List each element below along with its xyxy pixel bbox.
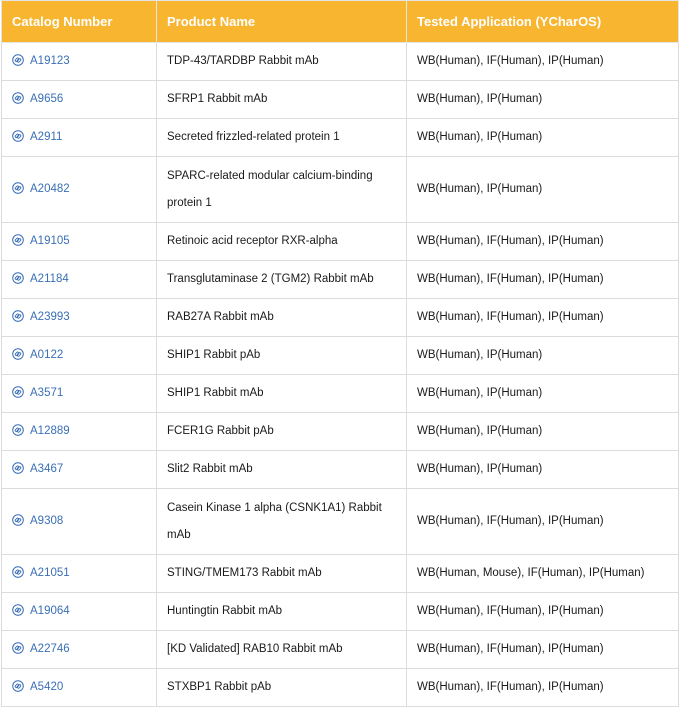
table-row (2, 593, 679, 631)
product-name-cell: TDP-43/TARDBP Rabbit mAb (157, 43, 407, 81)
catalog-number-cell[interactable] (2, 631, 157, 669)
table-row (2, 81, 679, 119)
link-icon (12, 604, 24, 616)
table-row (2, 119, 679, 157)
table-row (2, 299, 679, 337)
table-row (2, 157, 679, 223)
tested-application-cell: WB(Human), IF(Human), IP(Human) (407, 593, 679, 631)
link-icon (12, 54, 24, 66)
catalog-link[interactable]: A20482 (30, 183, 70, 195)
tested-application-cell: WB(Human), IF(Human), IP(Human) (407, 669, 679, 707)
link-icon (12, 310, 24, 322)
product-name-cell: SPARC-related modular calcium-binding protein 1 (157, 157, 407, 223)
link-icon (12, 234, 24, 246)
link-icon (12, 642, 24, 654)
table-row (2, 489, 679, 555)
catalog-number-cell[interactable] (2, 43, 157, 81)
product-name-cell: SHIP1 Rabbit pAb (157, 337, 407, 375)
catalog-number-cell[interactable] (2, 337, 157, 375)
table-row (2, 375, 679, 413)
catalog-number-cell[interactable] (2, 261, 157, 299)
tested-application-cell: WB(Human), IF(Human), IP(Human) (407, 299, 679, 337)
product-name-cell: SFRP1 Rabbit mAb (157, 81, 407, 119)
catalog-link[interactable]: A19105 (30, 235, 70, 247)
link-icon (12, 462, 24, 474)
table-row (2, 337, 679, 375)
table-body (2, 43, 679, 707)
table-row (2, 451, 679, 489)
catalog-link[interactable]: A12889 (30, 425, 70, 437)
product-name-cell: STING/TMEM173 Rabbit mAb (157, 555, 407, 593)
product-name-cell: SHIP1 Rabbit mAb (157, 375, 407, 413)
catalog-link[interactable]: A9308 (30, 515, 64, 527)
catalog-number-cell[interactable] (2, 555, 157, 593)
tested-application-cell: WB(Human), IF(Human), IP(Human) (407, 43, 679, 81)
catalog-link[interactable]: A21051 (30, 567, 70, 579)
tested-application-cell: WB(Human), IF(Human), IP(Human) (407, 489, 679, 555)
link-icon (12, 680, 24, 692)
tested-application-cell: WB(Human), IP(Human) (407, 451, 679, 489)
catalog-link[interactable]: A2911 (30, 131, 63, 143)
catalog-link[interactable]: A9656 (30, 93, 64, 105)
link-icon (12, 514, 24, 526)
table-row (2, 413, 679, 451)
tested-application-cell: WB(Human), IF(Human), IP(Human) (407, 631, 679, 669)
link-icon (12, 386, 24, 398)
link-icon (12, 566, 24, 578)
header-catalog-number: Catalog Number (2, 1, 157, 43)
catalog-number-cell[interactable] (2, 81, 157, 119)
product-table (1, 0, 679, 707)
product-name-cell: STXBP1 Rabbit pAb (157, 669, 407, 707)
catalog-link[interactable]: A5420 (30, 681, 64, 693)
product-name-cell: Secreted frizzled-related protein 1 (157, 119, 407, 157)
table-row (2, 555, 679, 593)
link-icon (12, 348, 24, 360)
catalog-link[interactable]: A21184 (30, 273, 69, 285)
catalog-number-cell[interactable] (2, 119, 157, 157)
catalog-number-cell[interactable] (2, 489, 157, 555)
catalog-link[interactable]: A19064 (30, 605, 70, 617)
table-row (2, 223, 679, 261)
product-name-cell: RAB27A Rabbit mAb (157, 299, 407, 337)
header-product-name: Product Name (157, 1, 407, 43)
tested-application-cell: WB(Human), IP(Human) (407, 413, 679, 451)
catalog-number-cell[interactable] (2, 451, 157, 489)
table-row (2, 43, 679, 81)
product-name-cell: [KD Validated] RAB10 Rabbit mAb (157, 631, 407, 669)
catalog-number-cell[interactable] (2, 669, 157, 707)
tested-application-cell: WB(Human), IP(Human) (407, 375, 679, 413)
product-name-cell: FCER1G Rabbit pAb (157, 413, 407, 451)
catalog-link[interactable]: A3571 (30, 387, 64, 399)
catalog-number-cell[interactable] (2, 593, 157, 631)
catalog-number-cell[interactable] (2, 413, 157, 451)
tested-application-cell: WB(Human), IP(Human) (407, 119, 679, 157)
table-row (2, 261, 679, 299)
link-icon (12, 92, 24, 104)
tested-application-cell: WB(Human), IF(Human), IP(Human) (407, 261, 679, 299)
product-name-cell: Huntingtin Rabbit mAb (157, 593, 407, 631)
product-name-cell: Retinoic acid receptor RXR-alpha (157, 223, 407, 261)
link-icon (12, 424, 24, 436)
table-row (2, 631, 679, 669)
catalog-link[interactable]: A22746 (30, 643, 70, 655)
product-name-cell: Casein Kinase 1 alpha (CSNK1A1) Rabbit mAb (157, 489, 407, 555)
product-name-cell: Slit2 Rabbit mAb (157, 451, 407, 489)
tested-application-cell: WB(Human, Mouse), IF(Human), IP(Human) (407, 555, 679, 593)
catalog-number-cell[interactable] (2, 299, 157, 337)
catalog-link[interactable]: A3467 (30, 463, 64, 475)
table-header-row (2, 1, 679, 43)
tested-application-cell: WB(Human), IP(Human) (407, 81, 679, 119)
catalog-link[interactable]: A19123 (30, 55, 70, 67)
tested-application-cell: WB(Human), IF(Human), IP(Human) (407, 223, 679, 261)
table-row (2, 669, 679, 707)
tested-application-cell: WB(Human), IP(Human) (407, 337, 679, 375)
product-name-cell: Transglutaminase 2 (TGM2) Rabbit mAb (157, 261, 407, 299)
catalog-link[interactable]: A23993 (30, 311, 70, 323)
catalog-link[interactable]: A0122 (30, 349, 64, 361)
tested-application-cell: WB(Human), IP(Human) (407, 157, 679, 223)
link-icon (12, 130, 24, 142)
catalog-number-cell[interactable] (2, 375, 157, 413)
header-tested-application: Tested Application (YCharOS) (407, 1, 679, 43)
link-icon (12, 182, 24, 194)
catalog-number-cell[interactable] (2, 157, 157, 223)
link-icon (12, 272, 24, 284)
catalog-number-cell[interactable] (2, 223, 157, 261)
